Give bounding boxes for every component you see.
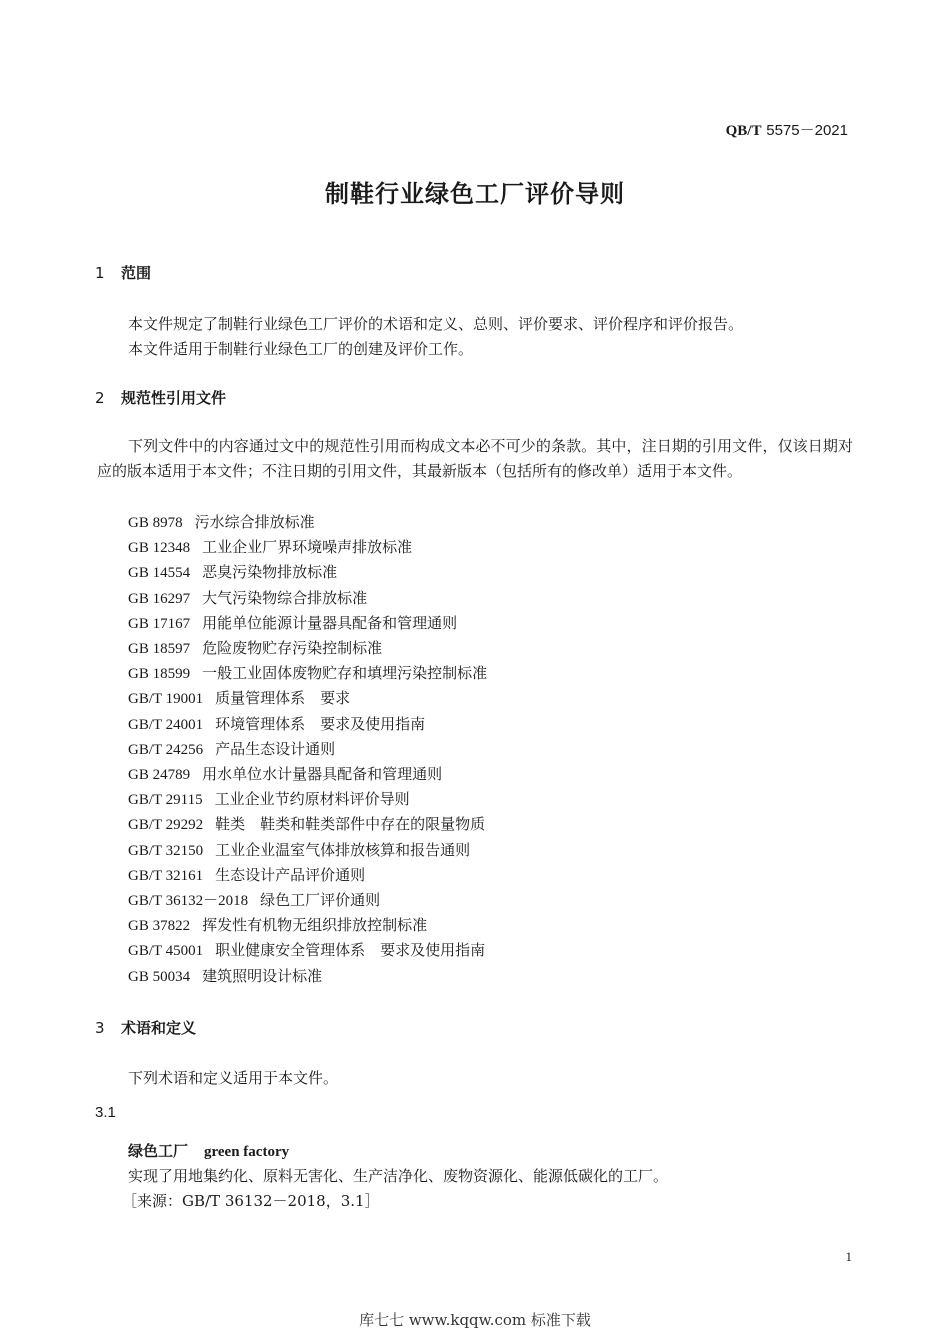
reference-code: GB/T 24001 (128, 716, 204, 733)
reference-item (128, 914, 427, 935)
reference-code: GB 37822 (128, 918, 191, 935)
terms-intro: 下列术语和定义适用于本文件。 (128, 1069, 339, 1087)
scope-paragraph-2: 本文件适用于制鞋行业绿色工厂的创建及评价工作。 (128, 340, 474, 358)
reference-item (128, 536, 412, 557)
term-source: ［来源：GB/T 36132－2018，3.1］ (122, 1192, 380, 1210)
reference-code: GB/T 32161 (128, 867, 204, 884)
term-entry (128, 1140, 289, 1161)
reference-item (128, 965, 322, 986)
reference-title: 一般工业固体废物贮存和填埋污染控制标准 (202, 664, 488, 683)
section-1-number: 1 (95, 264, 105, 282)
term-definition: 实现了用地集约化、原料无害化、生产洁净化、废物资源化、能源低碳化的工厂。 (128, 1167, 669, 1185)
standard-code (726, 119, 848, 140)
reference-title: 危险废物贮存污染控制标准 (202, 639, 383, 657)
reference-title: 鞋类 鞋类和鞋类部件中存在的限量物质 (215, 815, 486, 834)
reference-title: 工业企业节约原材料评价导则 (214, 790, 410, 809)
section-2-number: 2 (95, 389, 105, 407)
reference-item (128, 687, 350, 708)
reference-item (128, 813, 485, 834)
reference-title: 恶臭污染物排放标准 (202, 563, 338, 582)
reference-title: 生态设计产品评价通则 (215, 865, 366, 884)
reference-code: GB 8978 (128, 515, 183, 531)
reference-title: 职业健康安全管理体系 要求及使用指南 (215, 941, 486, 960)
reference-title: 工业企业厂界环境噪声排放标准 (202, 538, 413, 557)
section-3-title: 术语和定义 (121, 1019, 197, 1037)
reference-code: GB 12348 (128, 540, 191, 557)
reference-code: GB/T 45001 (128, 943, 204, 960)
scope-paragraph-1: 本文件规定了制鞋行业绿色工厂评价的术语和定义、总则、评价要求、评价程序和评价报告。 (128, 315, 744, 333)
reference-code: GB/T 19001 (128, 691, 204, 708)
reference-item (128, 763, 442, 784)
reference-code: GB/T 32150 (128, 842, 204, 859)
reference-code: GB 14554 (128, 565, 191, 582)
section-3-number: 3 (95, 1019, 105, 1037)
reference-title: 污水综合排放标准 (194, 513, 315, 531)
reference-item (128, 864, 365, 885)
document-title: 制鞋行业绿色工厂评价导则 (325, 180, 625, 208)
reference-item (128, 738, 335, 759)
reference-code: GB/T 24256 (128, 741, 204, 758)
term-chinese: 绿色工厂 (128, 1142, 189, 1160)
reference-item (128, 587, 367, 608)
reference-code: GB 50034 (128, 968, 191, 985)
reference-code: GB/T 29292 (128, 817, 204, 834)
reference-item (128, 788, 410, 809)
section-2-title: 规范性引用文件 (121, 389, 227, 407)
reference-code: GB 18597 (128, 641, 191, 657)
reference-title: 工业企业温室气体排放核算和报告通则 (215, 840, 471, 859)
section-2-heading (95, 387, 226, 408)
reference-title: 挥发性有机物无组织排放控制标准 (202, 916, 428, 935)
standard-code-number: 5575－2021 (766, 122, 848, 139)
reference-item (128, 561, 337, 582)
reference-title: 建筑照明设计标准 (202, 966, 323, 985)
section-1-heading (95, 262, 151, 283)
standard-code-prefix: QB/T (725, 123, 762, 139)
reference-item (128, 713, 425, 734)
reference-code: GB 16297 (128, 590, 191, 607)
reference-title: 大气污染物综合排放标准 (202, 588, 368, 607)
subclause-number: 3.1 (95, 1104, 116, 1121)
reference-item (128, 939, 485, 960)
term-english: green factory (204, 1144, 290, 1160)
footer-watermark: 库七七 www.kqqw.com 标准下载 (359, 1311, 591, 1329)
reference-item (128, 839, 470, 860)
reference-code: GB 24789 (128, 767, 191, 783)
reference-item (128, 612, 457, 633)
section-1-title: 范围 (121, 264, 152, 282)
reference-title: 质量管理体系 要求 (215, 689, 351, 708)
reference-title: 环境管理体系 要求及使用指南 (215, 714, 426, 733)
section-3-heading (95, 1017, 196, 1038)
reference-code: GB 18599 (128, 666, 191, 683)
reference-item (128, 662, 487, 683)
reference-code: GB 17167 (128, 615, 191, 632)
references-intro: 下列文件中的内容通过文中的规范性引用而构成文本必不可少的条款。其中，注日期的引用文件，仅该日期对应的版本适用于本文件；不注日期的引用文件，其最新版本（包括所有的修改单）适用于本文件。 (97, 437, 853, 480)
page-number: 1 (845, 1249, 852, 1264)
reference-code: GB/T 29115 (128, 792, 203, 809)
reference-item (128, 637, 382, 658)
reference-title: 绿色工厂评价通则 (260, 891, 381, 909)
reference-title: 产品生态设计通则 (215, 739, 336, 758)
reference-item (128, 511, 315, 532)
reference-item (128, 889, 380, 910)
reference-title: 用水单位水计量器具配备和管理通则 (202, 765, 443, 783)
reference-code: GB/T 36132－2018 (128, 893, 249, 909)
reference-title: 用能单位能源计量器具配备和管理通则 (202, 613, 458, 632)
